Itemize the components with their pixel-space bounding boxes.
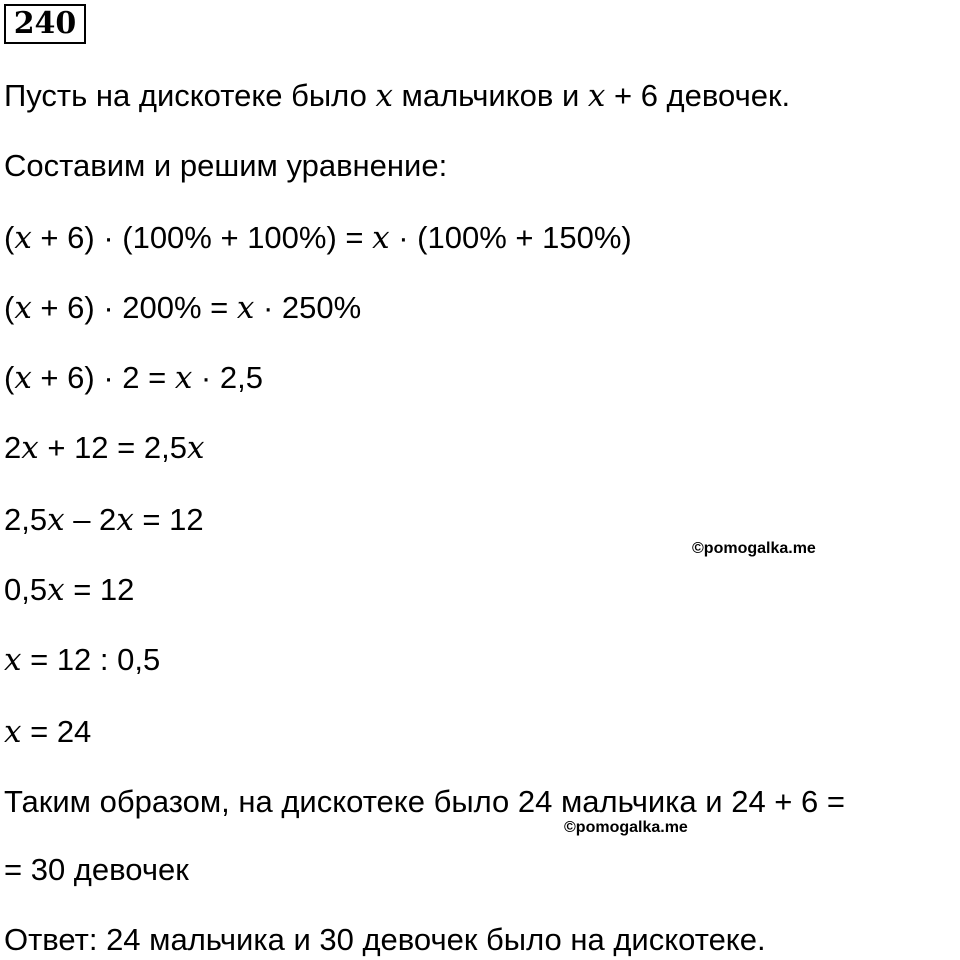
variable-x: x <box>14 360 32 396</box>
equation-2: (x + 6) · 200% = x · 250% <box>4 290 362 326</box>
intro-line <box>4 76 790 116</box>
variable-x: x <box>14 290 32 326</box>
variable-x: x <box>47 572 65 608</box>
intro-text: мальчиков и <box>392 78 588 113</box>
equation-4: 2x + 12 = 2,5x <box>4 430 205 466</box>
variable-x: x <box>47 502 65 538</box>
variable-x: x <box>372 220 390 256</box>
variable-x: x <box>14 220 32 256</box>
variable-x: x <box>236 290 255 326</box>
variable-x: x <box>21 430 39 466</box>
conclusion-line-1: Таким образом, на дискотеке было 24 мальчика и 24 + 6 = <box>4 784 845 819</box>
variable-x: x <box>174 360 193 396</box>
equation-5: 2,5x – 2x = 12 <box>4 502 204 538</box>
variable-x: x <box>4 642 22 678</box>
intro-text: + 6 девочек. <box>605 78 791 113</box>
equation-7: x = 12 : 0,5 <box>4 642 161 678</box>
variable-x: x <box>186 430 205 466</box>
equation-8: x = 24 <box>4 714 92 750</box>
variable-x: x <box>116 502 134 538</box>
variable-x: x <box>375 78 393 114</box>
variable-x: x <box>587 78 606 114</box>
setup-line: Составим и решим уравнение: <box>4 148 448 183</box>
equation-1: (x + 6) · (100% + 100%) = x · (100% + 150%) <box>4 220 632 256</box>
watermark: ©pomogalka.me <box>564 819 688 836</box>
watermark: ©pomogalka.me <box>692 540 816 557</box>
answer-line: Ответ: 24 мальчика и 30 девочек было на дискотеке. <box>4 922 766 957</box>
equation-3: (x + 6) · 2 = x · 2,5 <box>4 360 263 396</box>
intro-text: Пусть на дискотеке было <box>4 78 376 113</box>
conclusion-line-2: = 30 девочек <box>4 852 189 887</box>
variable-x: x <box>4 714 22 750</box>
problem-number: 240 <box>4 4 86 44</box>
equation-6: 0,5x = 12 <box>4 572 135 608</box>
